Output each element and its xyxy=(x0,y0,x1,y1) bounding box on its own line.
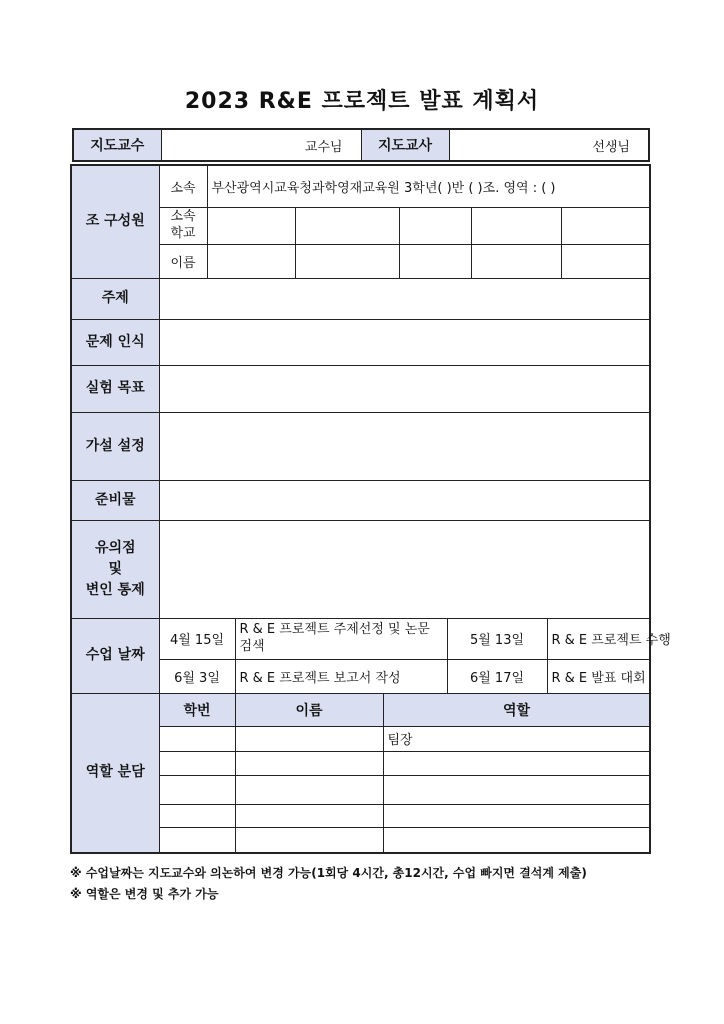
role-id-cell[interactable] xyxy=(159,804,235,827)
schedule-date: 6월 3일 xyxy=(159,659,235,693)
name-cell[interactable] xyxy=(295,244,399,278)
cautions-line-2: 및 xyxy=(108,560,123,577)
school-cell[interactable] xyxy=(399,207,471,244)
roles-header-name: 이름 xyxy=(235,693,383,726)
role-cell[interactable] xyxy=(383,751,650,775)
name-label: 이름 xyxy=(159,244,207,278)
cautions-line-1: 유의점 xyxy=(94,539,136,556)
schedule-task: R & E 발표 대회 xyxy=(547,659,650,693)
problem-field[interactable] xyxy=(159,319,650,365)
plan-table xyxy=(70,164,671,854)
school-cell[interactable] xyxy=(207,207,295,244)
roles-label: 역할 분담 xyxy=(71,693,159,853)
role-cell[interactable]: 팀장 xyxy=(383,726,650,751)
materials-label: 준비물 xyxy=(71,480,159,520)
role-cell[interactable] xyxy=(383,804,650,827)
teacher-label: 지도교사 xyxy=(361,129,449,161)
note-roles: ※ 역할은 변경 및 추가 가능 xyxy=(70,887,219,901)
role-name-cell[interactable] xyxy=(235,804,383,827)
professor-field[interactable] xyxy=(161,129,361,161)
affiliation-label: 소속 xyxy=(159,165,207,207)
role-name-cell[interactable] xyxy=(235,751,383,775)
school-cell[interactable] xyxy=(561,207,650,244)
schedule-task: R & E 프로젝트 수행 xyxy=(547,618,650,659)
advisor-table xyxy=(72,128,650,162)
name-cell[interactable] xyxy=(399,244,471,278)
cautions-field[interactable] xyxy=(159,520,650,618)
roles-header-role: 역할 xyxy=(383,693,650,726)
role-name-cell[interactable] xyxy=(235,827,383,853)
name-cell[interactable] xyxy=(561,244,650,278)
problem-label: 문제 인식 xyxy=(71,319,159,365)
school-label: 소속 학교 xyxy=(159,207,207,244)
name-cell[interactable] xyxy=(471,244,561,278)
schedule-label: 수업 날짜 xyxy=(71,618,159,693)
role-cell[interactable] xyxy=(383,827,650,853)
role-name-cell[interactable] xyxy=(235,775,383,804)
role-id-cell[interactable] xyxy=(159,775,235,804)
schedule-task: R & E 프로젝트 보고서 작성 xyxy=(235,659,447,693)
topic-label: 주제 xyxy=(71,278,159,319)
roles-header-id: 학번 xyxy=(159,693,235,726)
note-schedule: ※ 수업날짜는 지도교수와 의논하여 변경 가능(1회당 4시간, 총12시간, 수업 빠지면 결석계 제출) xyxy=(70,866,587,880)
schedule-date: 5월 13일 xyxy=(447,618,547,659)
role-cell[interactable] xyxy=(383,775,650,804)
name-cell[interactable] xyxy=(207,244,295,278)
school-cell[interactable] xyxy=(471,207,561,244)
professor-suffix: 교수님 xyxy=(304,139,343,155)
cautions-label xyxy=(71,520,159,618)
professor-label: 지도교수 xyxy=(73,129,161,161)
teacher-suffix: 선생님 xyxy=(592,139,630,155)
school-cell[interactable] xyxy=(295,207,399,244)
topic-field[interactable] xyxy=(159,278,650,319)
role-id-cell[interactable] xyxy=(159,751,235,775)
schedule-date: 6월 17일 xyxy=(447,659,547,693)
goal-field[interactable] xyxy=(159,365,650,412)
role-id-cell[interactable] xyxy=(159,827,235,853)
schedule-date: 4월 15일 xyxy=(159,618,235,659)
hypothesis-label: 가설 설정 xyxy=(71,412,159,480)
materials-field[interactable] xyxy=(159,480,650,520)
teacher-field[interactable] xyxy=(449,129,649,161)
affiliation-value[interactable]: 부산광역시교육청과학영재교육원 3학년( )반 ( )조. 영역 : ( ) xyxy=(207,165,650,207)
group-label: 조 구성원 xyxy=(71,165,159,278)
role-name-cell[interactable] xyxy=(235,726,383,751)
role-id-cell[interactable] xyxy=(159,726,235,751)
hypothesis-field[interactable] xyxy=(159,412,650,480)
cautions-line-3: 변인 통제 xyxy=(85,581,145,598)
goal-label: 실험 목표 xyxy=(71,365,159,412)
schedule-task: R & E 프로젝트 주제선정 및 논문 검색 xyxy=(235,618,447,659)
document-title: 2023 R&E 프로젝트 발표 계획서 xyxy=(184,89,540,114)
